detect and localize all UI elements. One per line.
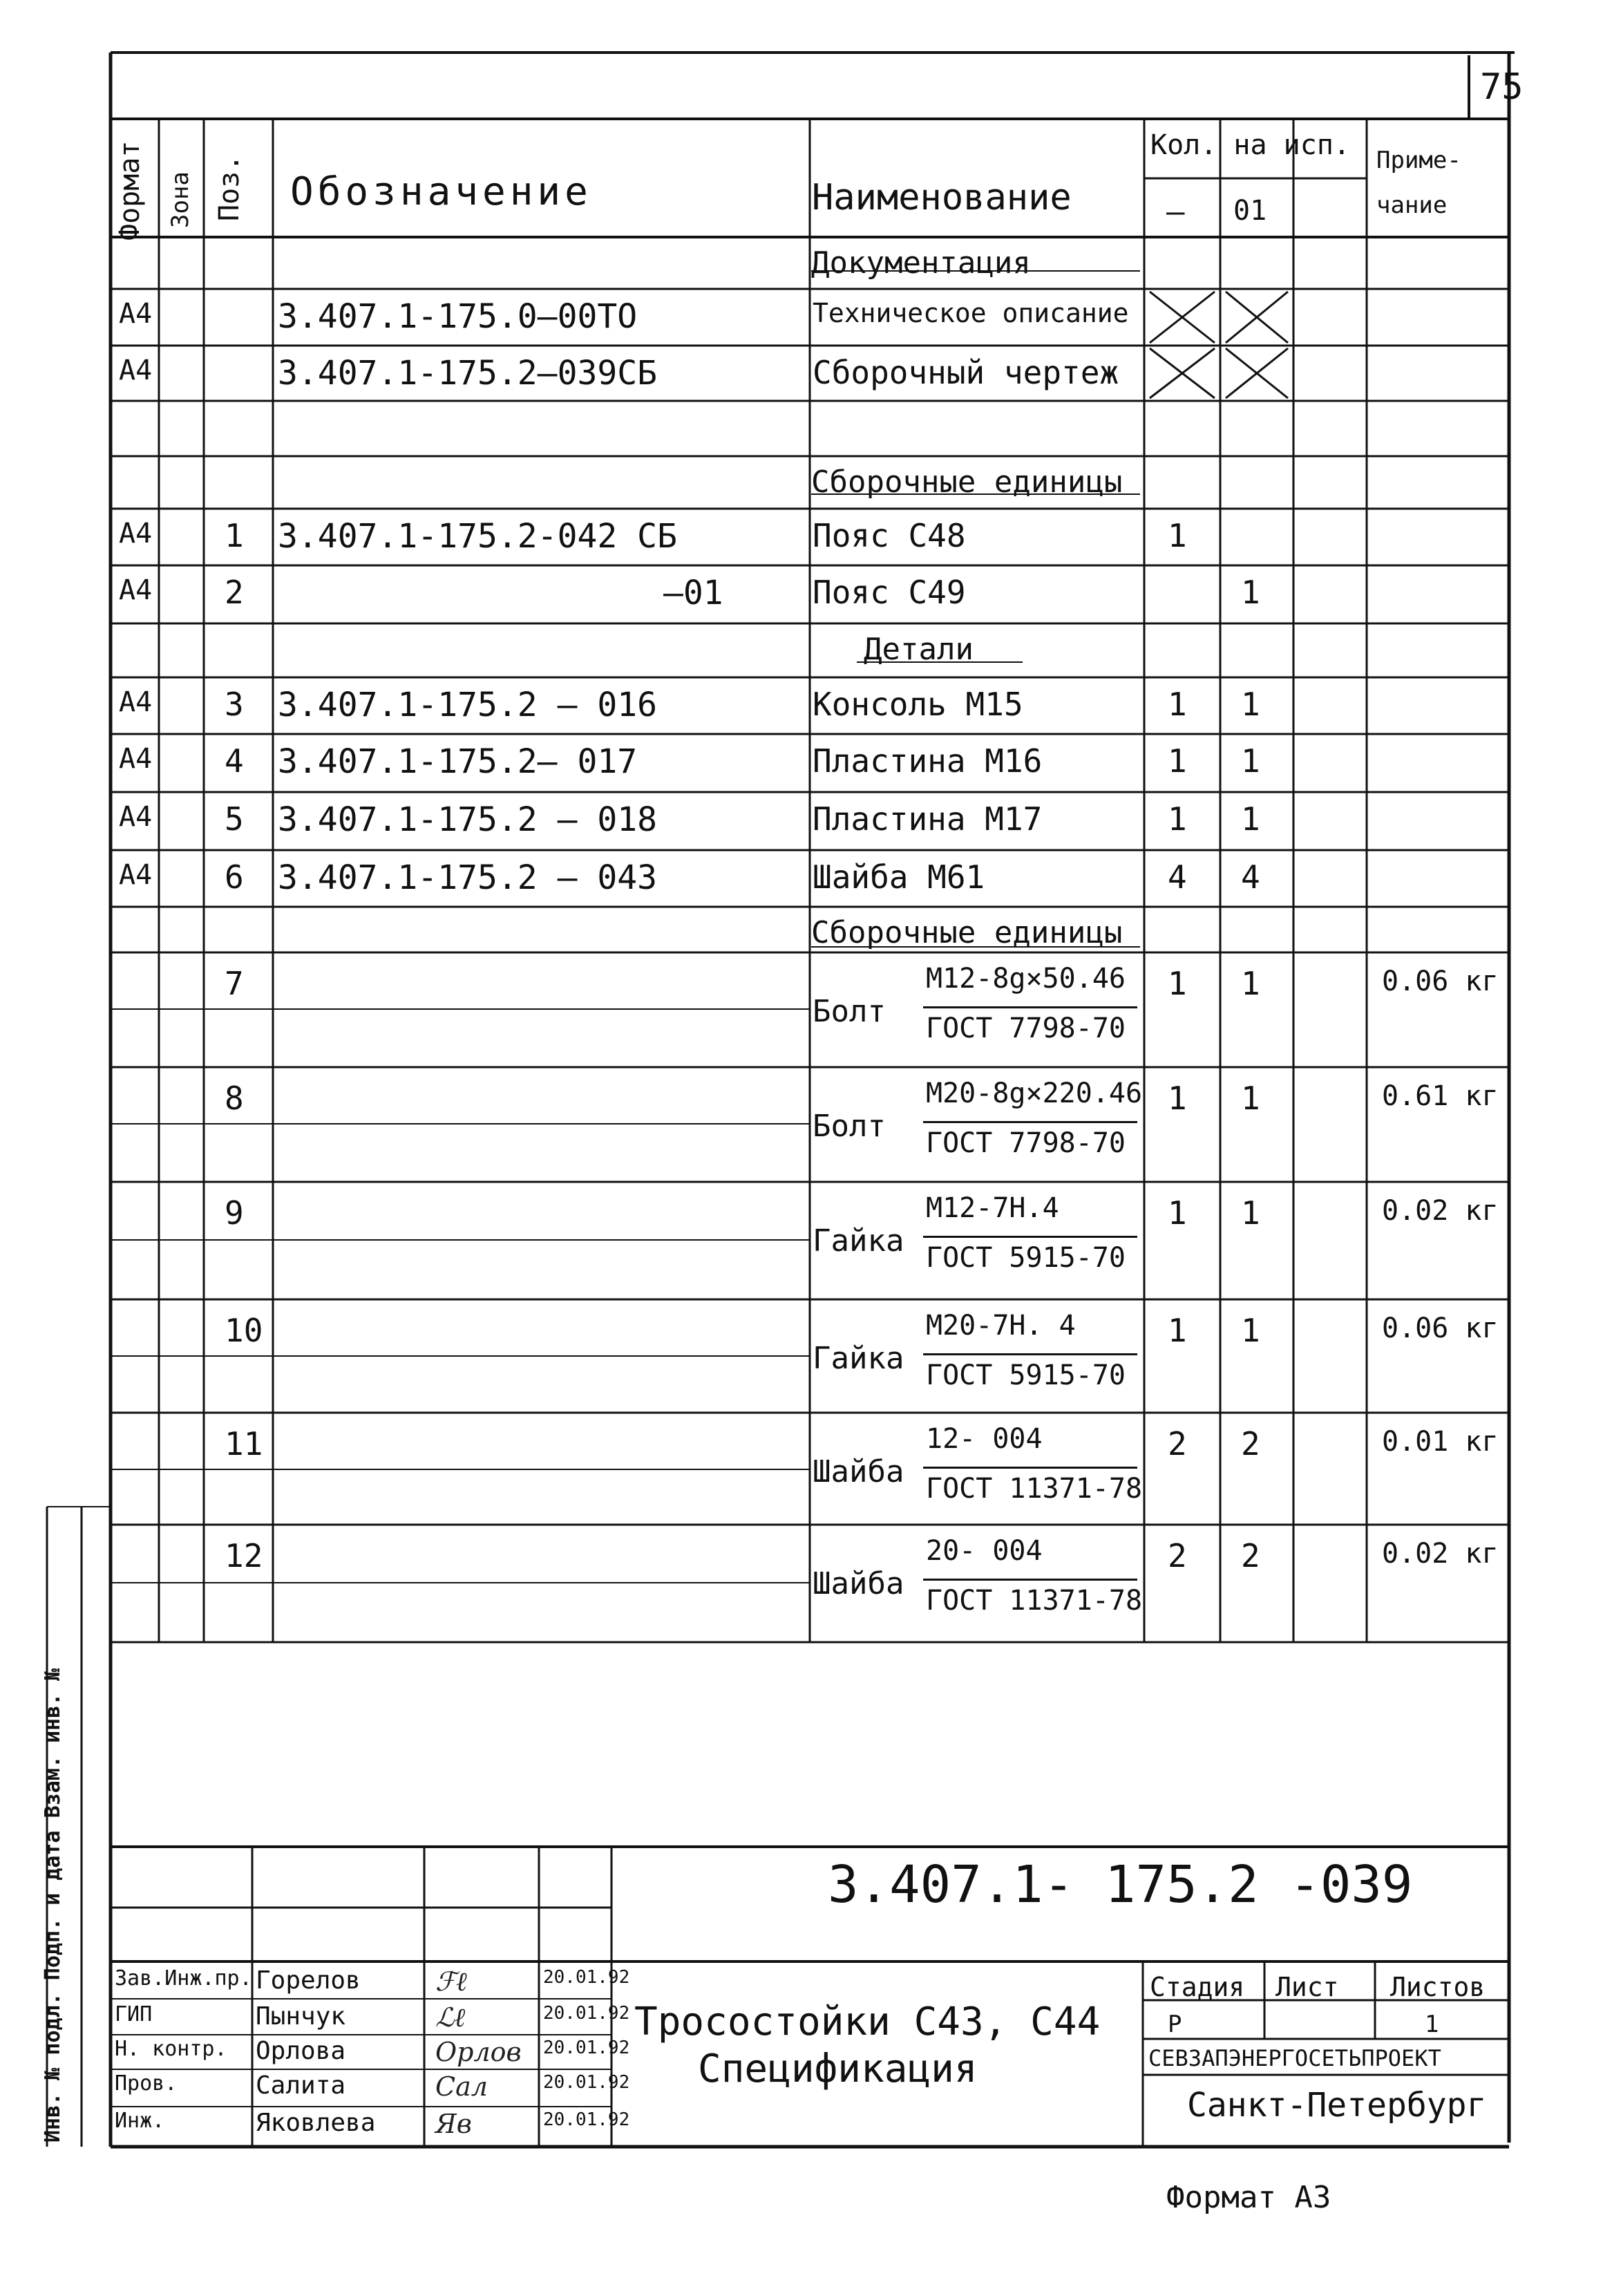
name-cell: Пластина М16 xyxy=(813,742,1043,780)
pos-cell: 4 xyxy=(225,742,244,780)
cross-mark xyxy=(1147,289,1217,346)
sign-date: 20.01.92 xyxy=(543,2072,630,2093)
format-cell: А4 xyxy=(119,859,153,891)
note-cell: 0.61 кг xyxy=(1382,1080,1499,1112)
header-designation: Обозначение xyxy=(290,169,592,214)
name-cell: Техническое описание xyxy=(813,298,1129,328)
name-cell: Сборочный чертеж xyxy=(813,354,1119,391)
qty-base-cell: 4 xyxy=(1168,858,1187,896)
qty-01-cell: 1 xyxy=(1241,742,1260,780)
header-qty-01: 01 xyxy=(1233,195,1267,227)
person-name: Горелов xyxy=(256,1966,361,1995)
qty-base-cell: 1 xyxy=(1168,800,1187,838)
format-cell: А4 xyxy=(119,686,153,718)
qty-01-cell: 2 xyxy=(1241,1537,1260,1574)
sign-date: 20.01.92 xyxy=(543,2038,630,2058)
section-title: Сборочные единицы xyxy=(811,464,1123,500)
note-cell: 0.02 кг xyxy=(1382,1538,1499,1570)
pos-cell: 1 xyxy=(225,517,244,554)
format-cell: А4 xyxy=(119,355,153,386)
pos-cell: 11 xyxy=(225,1425,263,1462)
qty-base-cell: 1 xyxy=(1168,965,1187,1002)
fastener-standard: ГОСТ 11371-78 xyxy=(926,1585,1143,1617)
pos-cell: 10 xyxy=(225,1312,263,1349)
signature: Яв xyxy=(435,2109,472,2139)
qty-01-cell: 1 xyxy=(1241,574,1260,611)
cross-mark xyxy=(1223,289,1291,346)
note-cell: 0.02 кг xyxy=(1382,1195,1499,1227)
pos-cell: 2 xyxy=(225,574,244,611)
format-cell: А4 xyxy=(119,574,153,606)
qty-01-cell: 2 xyxy=(1241,1425,1260,1462)
fastener-spec: М12-8g×50.46 xyxy=(926,963,1126,995)
signature: Орлов xyxy=(435,2037,522,2067)
fraction-bar xyxy=(923,1236,1137,1238)
pos-cell: 7 xyxy=(225,965,244,1002)
fastener-standard: ГОСТ 7798-70 xyxy=(926,1013,1126,1044)
document-title: Тросостойки С43, С44 xyxy=(634,1999,1101,2044)
fastener-type: Гайка xyxy=(813,1223,904,1259)
organization: СЕВЗАПЭНЕРГОСЕТЬПРОЕКТ xyxy=(1148,2045,1441,2071)
fastener-standard: ГОСТ 5915-70 xyxy=(926,1359,1126,1391)
fraction-bar xyxy=(923,1121,1137,1123)
person-name: Яковлева xyxy=(256,2109,376,2137)
qty-base-cell: 1 xyxy=(1168,517,1187,554)
sign-date: 20.01.92 xyxy=(543,1967,630,1988)
qty-base-cell: 1 xyxy=(1168,686,1187,723)
name-cell: Шайба М61 xyxy=(813,858,985,896)
format-cell: А4 xyxy=(119,518,153,549)
name-cell: Пластина М17 xyxy=(813,800,1043,838)
role-cell: Инж. xyxy=(115,2109,165,2133)
fastener-standard: ГОСТ 7798-70 xyxy=(926,1127,1126,1159)
fastener-type: Гайка xyxy=(813,1341,904,1376)
name-cell: Пояс С49 xyxy=(813,574,966,611)
fraction-bar xyxy=(923,1467,1137,1469)
sign-date: 20.01.92 xyxy=(543,2109,630,2130)
fastener-spec: М20-7Н. 4 xyxy=(926,1310,1076,1342)
name-cell: Пояс С48 xyxy=(813,517,966,554)
fraction-bar xyxy=(923,1579,1137,1581)
header-name: Наименование xyxy=(812,177,1072,218)
role-cell: ГИП xyxy=(115,2002,153,2026)
header-format: Формат xyxy=(114,140,146,241)
pos-cell: 3 xyxy=(225,686,244,723)
cross-mark xyxy=(1147,346,1217,401)
fastener-standard: ГОСТ 5915-70 xyxy=(926,1242,1126,1274)
fastener-spec: М20-8g×220.46 xyxy=(926,1078,1143,1109)
format-cell: А4 xyxy=(119,801,153,833)
qty-01-cell: 1 xyxy=(1241,1312,1260,1349)
section-title: Документация xyxy=(811,245,1031,281)
qty-base-cell: 1 xyxy=(1168,1312,1187,1349)
fastener-type: Болт xyxy=(813,1109,886,1144)
qty-01-cell: 4 xyxy=(1241,858,1260,896)
qty-base-cell: 2 xyxy=(1168,1425,1187,1462)
designation-cell: —01 xyxy=(663,574,723,612)
note-cell: 0.06 кг xyxy=(1382,1312,1499,1344)
person-name: Орлова xyxy=(256,2037,346,2065)
signature: ℱℓ xyxy=(435,1966,467,1997)
designation-cell: 3.407.1-175.2 — 043 xyxy=(278,858,658,897)
header-qty-group: Кол. на исп. xyxy=(1150,129,1350,161)
section-title: Сборочные единицы xyxy=(811,915,1123,950)
document-subtitle: Спецификация xyxy=(698,2046,978,2091)
sheet-number: 75 xyxy=(1480,66,1524,108)
stage-label: Стадия xyxy=(1150,1972,1245,2002)
qty-base-cell: 1 xyxy=(1168,742,1187,780)
qty-01-cell: 1 xyxy=(1241,1080,1260,1117)
side-stamp: Инв. № подл. Подп. и дата Взам. инв. № xyxy=(41,1668,65,2143)
sheet-label: Лист xyxy=(1275,1972,1339,2002)
fastener-spec: 20- 004 xyxy=(926,1535,1043,1567)
fastener-type: Шайба xyxy=(813,1566,904,1601)
qty-01-cell: 1 xyxy=(1241,965,1260,1002)
stage-value: Р xyxy=(1168,2011,1182,2038)
section-title: Детали xyxy=(864,632,974,667)
qty-base-cell: 1 xyxy=(1168,1194,1187,1232)
designation-cell: 3.407.1-175.2 — 018 xyxy=(278,800,658,839)
pos-cell: 5 xyxy=(225,800,244,838)
signature: ℒℓ xyxy=(435,2002,466,2033)
role-cell: Зав.Инж.пр. xyxy=(115,1966,252,1991)
pos-cell: 12 xyxy=(225,1537,263,1574)
designation-cell: 3.407.1-175.2 — 016 xyxy=(278,686,658,724)
note-cell: 0.06 кг xyxy=(1382,966,1499,997)
sign-date: 20.01.92 xyxy=(543,2003,630,2024)
name-cell: Консоль М15 xyxy=(813,686,1023,723)
fastener-spec: М12-7Н.4 xyxy=(926,1192,1059,1224)
sheets-value: 1 xyxy=(1425,2011,1439,2038)
header-zone: Зона xyxy=(167,171,194,228)
document-code: 3.407.1- 175.2 -039 xyxy=(828,1855,1413,1914)
qty-01-cell: 1 xyxy=(1241,1194,1260,1232)
fastener-type: Болт xyxy=(813,994,886,1029)
designation-cell: 3.407.1-175.0—00ТО xyxy=(278,297,638,336)
role-cell: Пров. xyxy=(115,2071,178,2096)
person-name: Пынчук xyxy=(256,2002,346,2031)
city: Санкт-Петербург xyxy=(1187,2086,1487,2125)
fraction-bar xyxy=(923,1006,1137,1008)
designation-cell: 3.407.1-175.2—039СБ xyxy=(278,354,658,393)
fastener-standard: ГОСТ 11371-78 xyxy=(926,1473,1143,1505)
format-cell: А4 xyxy=(119,743,153,775)
cross-mark xyxy=(1223,346,1291,401)
sheets-label: Листов xyxy=(1390,1972,1486,2002)
format-note: Формат А3 xyxy=(1166,2180,1331,2215)
note-cell: 0.01 кг xyxy=(1382,1426,1499,1458)
header-pos: Поз. xyxy=(214,154,245,221)
fastener-spec: 12- 004 xyxy=(926,1423,1043,1455)
qty-01-cell: 1 xyxy=(1241,800,1260,838)
signature: Сал xyxy=(435,2071,488,2102)
header-qty-dash: — xyxy=(1166,194,1185,229)
qty-base-cell: 1 xyxy=(1168,1080,1187,1117)
role-cell: Н. контр. xyxy=(115,2037,227,2061)
header-note: Приме-чание xyxy=(1376,147,1461,219)
designation-cell: 3.407.1-175.2— 017 xyxy=(278,742,638,781)
fraction-bar xyxy=(923,1353,1137,1355)
fastener-type: Шайба xyxy=(813,1454,904,1489)
qty-01-cell: 1 xyxy=(1241,686,1260,723)
designation-cell: 3.407.1-175.2-042 СБ xyxy=(278,517,677,556)
qty-base-cell: 2 xyxy=(1168,1537,1187,1574)
pos-cell: 9 xyxy=(225,1194,244,1232)
person-name: Салита xyxy=(256,2071,346,2100)
format-cell: А4 xyxy=(119,298,153,330)
pos-cell: 6 xyxy=(225,858,244,896)
pos-cell: 8 xyxy=(225,1080,244,1117)
